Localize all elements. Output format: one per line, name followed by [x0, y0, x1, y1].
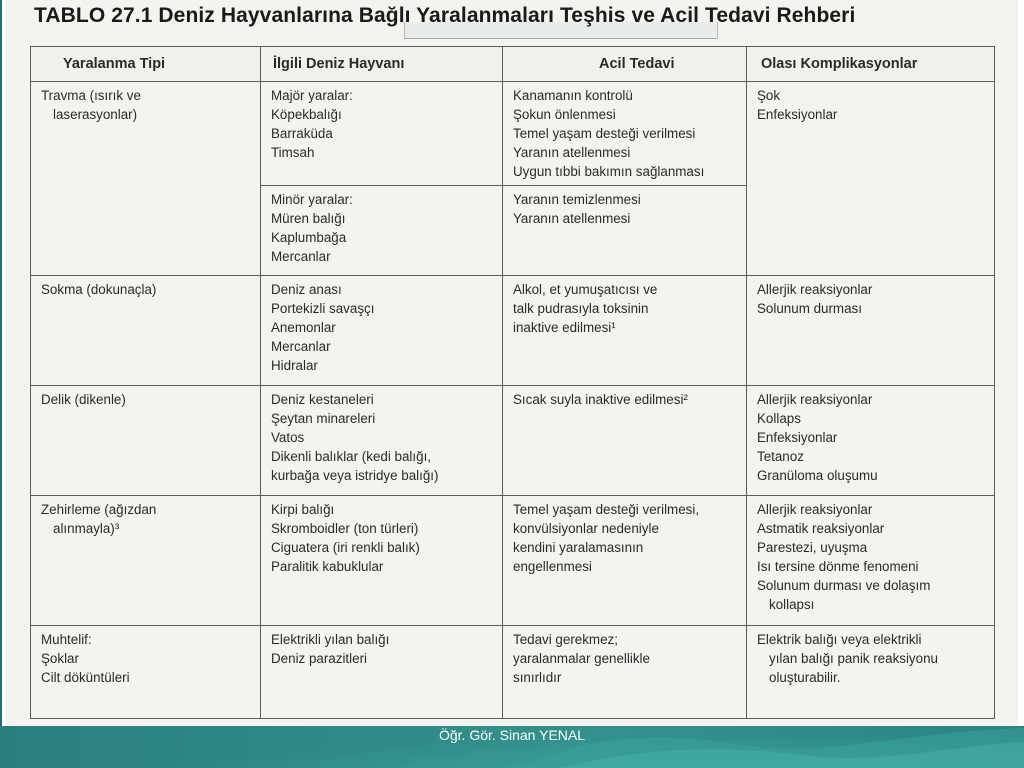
treatment-guide-table: [30, 46, 995, 719]
cell-animals: Elektrikli yılan balığı Deniz parazitleri: [261, 626, 503, 719]
cell-treatment: Tedavi gerekmez; yaralanmalar genellikle sınırlıdır: [503, 626, 747, 719]
cell-treatment: Temel yaşam desteği verilmesi, konvülsiyonlar nedeniyle kendini yaralamasının engellenmesi: [503, 496, 747, 626]
cell-complications: Allerjik reaksiyonlar Kollaps Enfeksiyonlar Tetanoz Granüloma oluşumu: [747, 386, 995, 496]
table-row: [31, 276, 995, 386]
cell-treatment: Sıcak suyla inaktive edilmesi²: [503, 386, 747, 496]
cell-injury-type: Zehirleme (ağızdan alınmayla)³: [31, 496, 261, 626]
cell-treatment: Kanamanın kontrolü Şokun önlenmesi Temel yaşam desteği verilmesi Yaranın atellenmesi Uygun tıbbi bakımın sağlanması: [503, 82, 747, 186]
table-header-row: [31, 47, 995, 82]
table-row: [31, 496, 995, 626]
table-row: [31, 82, 995, 186]
header-sea-animal: İlgili Deniz Hayvanı: [261, 47, 503, 82]
cell-complications: Şok Enfeksiyonlar: [747, 82, 995, 276]
cell-treatment: Alkol, et yumuşatıcısı ve talk pudrasıyla toksinin inaktive edilmesi¹: [503, 276, 747, 386]
cell-complications: Allerjik reaksiyonlar Astmatik reaksiyonlar Parestezi, uyuşma Isı tersine dönme fenomeni Solunum durması ve dolaşım kollapsı: [747, 496, 995, 626]
table-row: [31, 626, 995, 719]
cell-animals: Deniz kestaneleri Şeytan minareleri Vatos Dikenli balıklar (kedi balığı, kurbağa veya istridye balığı): [261, 386, 503, 496]
cell-complications: Elektrik balığı veya elektrikli yılan balığı panik reaksiyonu oluşturabilir.: [747, 626, 995, 719]
cell-injury-type: Muhtelif: Şoklar Cilt döküntüleri: [31, 626, 261, 719]
cell-animals: Majör yaralar: Köpekbalığı Barraküda Timsah: [261, 82, 503, 186]
cell-animals: Deniz anası Portekizli savaşçı Anemonlar Mercanlar Hidralar: [261, 276, 503, 386]
cell-injury-type: Delik (dikenle): [31, 386, 261, 496]
header-complications: Olası Komplikasyonlar: [747, 47, 995, 82]
cell-complications: Allerjik reaksiyonlar Solunum durması: [747, 276, 995, 386]
cell-treatment: Yaranın temizlenmesi Yaranın atellenmesi: [503, 186, 747, 276]
table-row: [31, 386, 995, 496]
footer-author: Öğr. Gör. Sinan YENAL: [438, 727, 586, 743]
cell-animals: Kirpi balığı Skromboidler (ton türleri) Ciguatera (iri renkli balık) Paralitik kabuklular: [261, 496, 503, 626]
cell-injury-type: Travma (ısırık ve laserasyonlar): [31, 82, 261, 276]
header-emergency-treatment: Acil Tedavi: [503, 47, 747, 82]
header-injury-type: Yaralanma Tipi: [31, 47, 261, 82]
cell-animals: Minör yaralar: Müren balığı Kaplumbağa Mercanlar: [261, 186, 503, 276]
table-title: TABLO 27.1 Deniz Hayvanlarına Bağlı Yaralanmaları Teşhis ve Acil Tedavi Rehberi: [34, 4, 856, 27]
cell-injury-type: Sokma (dokunaçla): [31, 276, 261, 386]
